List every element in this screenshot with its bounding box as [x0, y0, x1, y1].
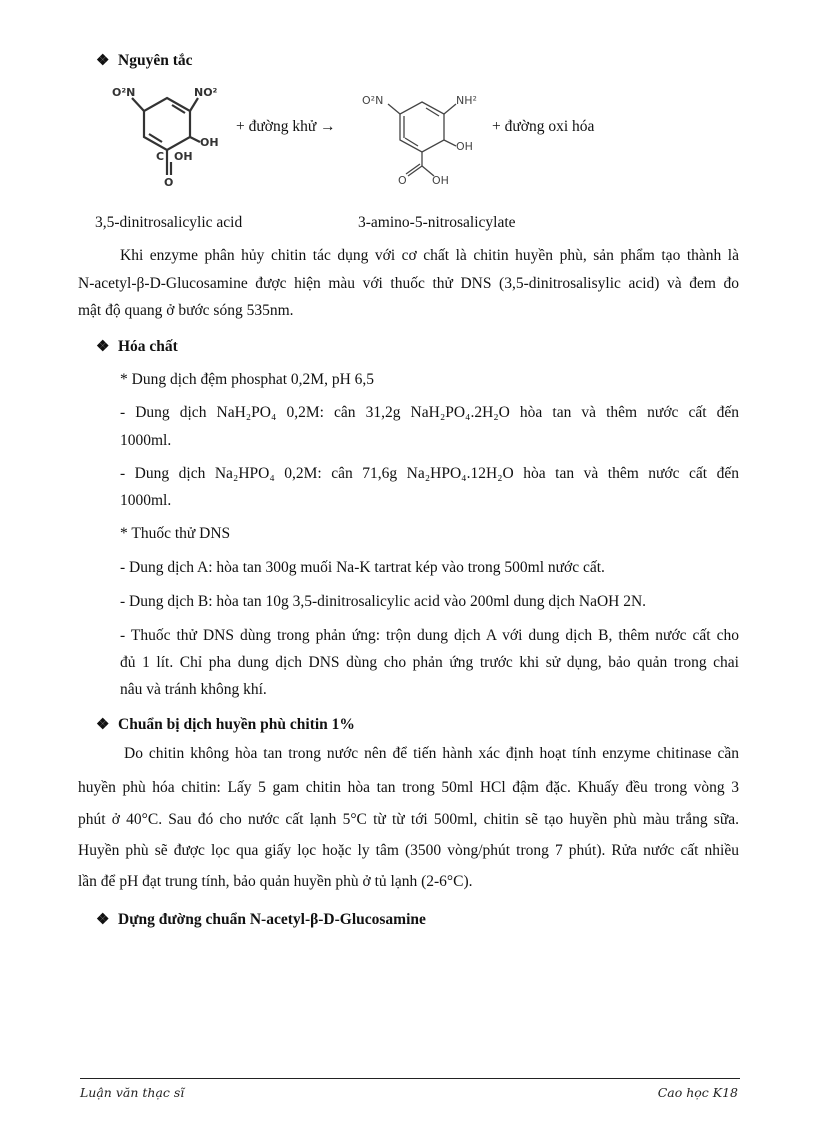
oh-label: OH — [200, 136, 219, 149]
reactant-name: 3,5-dinitrosalicylic acid — [95, 214, 243, 231]
dns-reactant-structure — [112, 80, 222, 188]
suspension-paragraph-line: Huyền phù sẽ được lọc qua giấy lọc hoặc ly tâm (3500 vòng/phút trong 7 phút). Rửa nước cất nhiều — [78, 842, 739, 859]
dns-paragraph-line: nâu và tránh không khí. — [120, 681, 267, 698]
diamond-bullet-icon: ❖ — [96, 912, 110, 928]
solution-a: - Dung dịch A: hòa tan 300g muối Na-K tartrat kép vào trong 500ml nước cất. — [120, 559, 605, 576]
no2-left-label: O²N — [112, 86, 136, 99]
cooh-c-label: C — [156, 150, 165, 163]
solution-b: - Dung dịch B: hòa tan 10g 3,5-dinitrosalicylic acid vào 200ml dung dịch NaOH 2N. — [120, 593, 647, 610]
carbonyl-o-label: O — [398, 174, 407, 187]
no2-right-label: NO² — [194, 86, 218, 99]
principle-paragraph-line: N-acetyl-β-D-Glucosamine được hiện màu với thuốc thử DNS (3,5-dinitrosalisylic acid) và đem đo — [78, 275, 739, 292]
suspension-paragraph-line: lần để pH đạt trung tính, bảo quản huyền phù ở tủ lạnh (2-6°C). — [78, 873, 473, 890]
nah2po4-line: - Dung dịch NaH₂PO₄ 0,2M: cân 31,2g NaH₂PO₄.2H₂O hòa tan và thêm nước cất đến — [120, 404, 739, 421]
diamond-bullet-icon: ❖ — [96, 717, 110, 733]
na2hpo4-line: 1000ml. — [120, 492, 172, 509]
suspension-paragraph-line: phút ở 40°C. Sau đó cho nước cất lạnh 5°C từ từ tới 500ml, chitin sẽ tạo huyền phù màu trắng sữa. — [78, 811, 739, 828]
nh2-label: NH² — [456, 94, 477, 107]
oxidized-sugar-text: + đường oxi hóa — [492, 118, 595, 135]
footer-right: Cao học K18 — [657, 1085, 738, 1100]
buffer-title: * Dung dịch đệm phosphat 0,2M, pH 6,5 — [120, 371, 375, 388]
dns-product-structure — [360, 88, 485, 188]
footer-left: Luận văn thạc sĩ — [80, 1085, 185, 1100]
principle-paragraph-line: Khi enzyme phân hủy chitin tác dụng với cơ chất là chitin huyền phù, sản phẩm tạo thành là — [120, 247, 739, 264]
standard-curve-heading: ❖ Dựng đường chuẩn N-acetyl-β-D-Glucosamine — [96, 911, 426, 928]
diamond-bullet-icon: ❖ — [96, 339, 110, 355]
principle-paragraph-line: mật độ quang ở bước sóng 535nm. — [78, 302, 294, 319]
nah2po4-line: 1000ml. — [120, 432, 172, 449]
na2hpo4-line: - Dung dịch Na₂HPO₄ 0,2M: cân 71,6g Na₂HPO₄.12H₂O hòa tan và thêm nước cất đến — [120, 465, 739, 482]
chemicals-heading: ❖ Hóa chất — [96, 338, 178, 355]
principle-heading: ❖ Nguyên tắc — [96, 52, 193, 69]
suspension-heading: ❖ Chuẩn bị dịch huyền phù chitin 1% — [96, 716, 355, 733]
acid-oh-label: OH — [432, 174, 449, 187]
reducing-sugar-text: + đường khử → — [236, 118, 336, 135]
o2n-label: O²N — [362, 94, 384, 107]
cooh-oh-label: OH — [174, 150, 193, 163]
dns-title: * Thuốc thử DNS — [120, 525, 231, 542]
diamond-bullet-icon: ❖ — [96, 53, 110, 69]
footer-divider — [80, 1078, 740, 1079]
suspension-paragraph-line: huyền phù hóa chitin: Lấy 5 gam chitin hòa tan trong 50ml HCl đậm đặc. Khuấy đều trong vòng 3 — [78, 779, 739, 796]
dns-paragraph-line: đủ 1 lít. Chỉ pha dung dịch DNS dùng cho phản ứng trước khi sử dụng, bảo quản trong chai — [120, 654, 739, 671]
dns-paragraph-line: - Thuốc thử DNS dùng trong phản ứng: trộn dung dịch A với dung dịch B, thêm nước cất cho — [120, 627, 739, 644]
suspension-paragraph-line: Do chitin không hòa tan trong nước nên để tiến hành xác định hoạt tính enzyme chitinase cần — [124, 745, 739, 762]
phenol-oh-label: OH — [456, 140, 473, 153]
carbonyl-o-label: O — [164, 176, 174, 188]
product-name: 3-amino-5-nitrosalicylate — [358, 214, 516, 231]
